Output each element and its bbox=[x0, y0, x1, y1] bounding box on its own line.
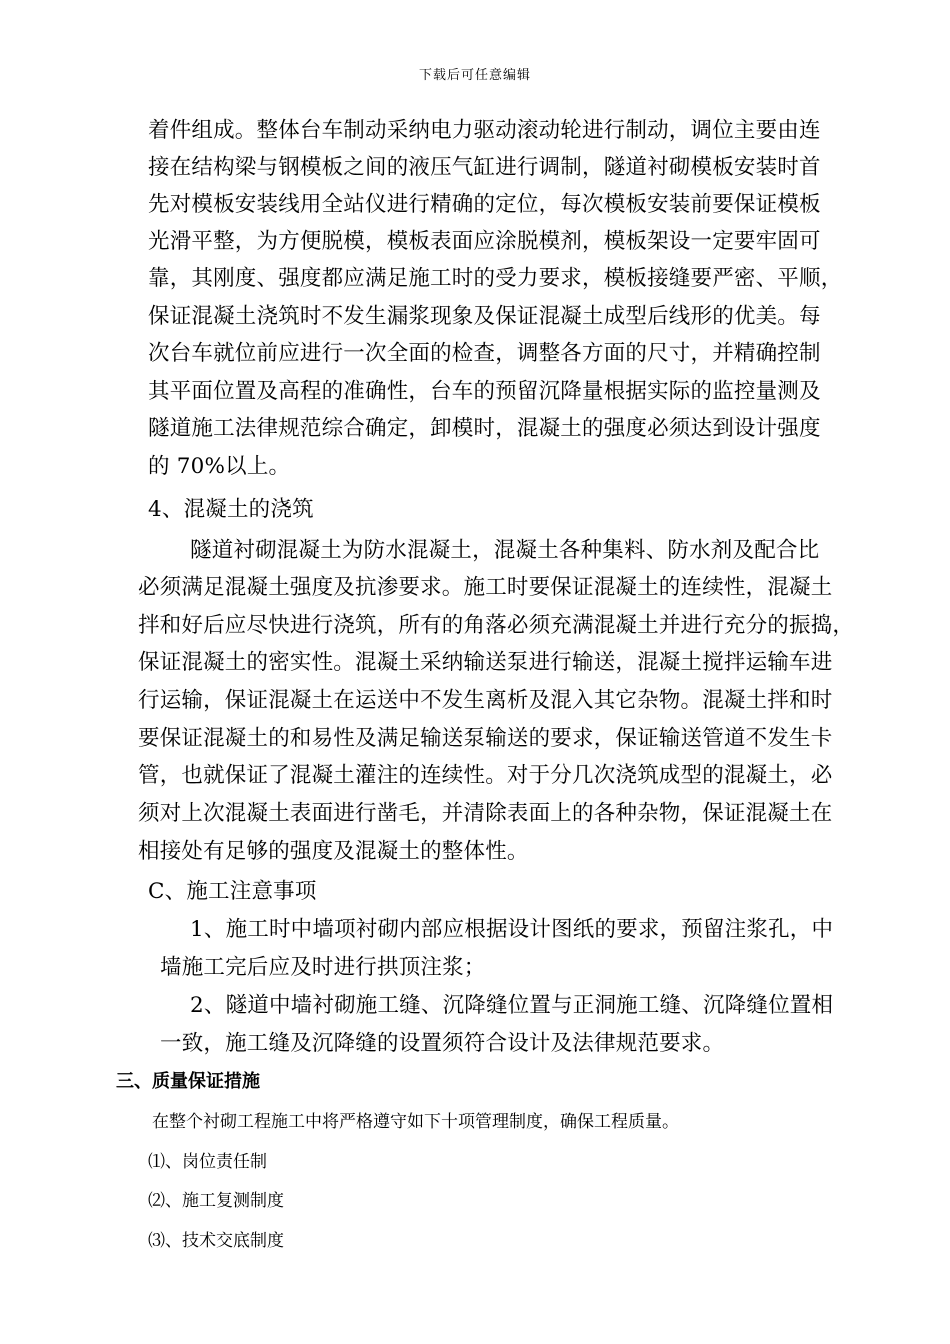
paragraph-line: 1、施工时中墙项衬砌内部应根据设计图纸的要求，预留注浆孔，中 bbox=[190, 917, 834, 942]
paragraph-line: 2、隧道中墙衬砌施工缝、沉降缝位置与正洞施工缝、沉降缝位置相 bbox=[190, 993, 834, 1018]
subsection-heading: C、施工注意事项 bbox=[148, 879, 317, 904]
quality-intro: 在整个衬砌工程施工中将严格遵守如下十项管理制度，确保工程质量。 bbox=[152, 1112, 679, 1132]
paragraph-line: 一致，施工缝及沉降缝的设置须符合设计及法律规范要求。 bbox=[160, 1031, 725, 1056]
paragraph-line: 须对上次混凝土表面进行凿毛，并清除表面上的各种杂物，保证混凝土在 bbox=[138, 801, 833, 826]
paragraph-line: 相接处有足够的强度及混凝土的整体性。 bbox=[138, 839, 529, 864]
paragraph-line: 保证混凝土的密实性。混凝土采纳输送泵进行输送，混凝土搅拌运输车进 bbox=[138, 650, 833, 675]
paragraph-line: 必须满足混凝土强度及抗渗要求。施工时要保证混凝土的连续性，混凝土 bbox=[138, 575, 833, 600]
paragraph-line: 着件组成。整体台车制动采纳电力驱动滚动轮进行制动，调位主要由连 bbox=[148, 118, 821, 143]
list-item: ⑴、岗位责任制 bbox=[148, 1152, 267, 1172]
paragraph-line: 隧道衬砌混凝土为防水混凝土，混凝土各种集料、防水剂及配合比 bbox=[190, 538, 820, 563]
list-item: ⑶、技术交底制度 bbox=[148, 1231, 284, 1251]
paragraph-line: 其平面位置及高程的准确性，台车的预留沉降量根据实际的监控量测及 bbox=[148, 379, 821, 404]
paragraph-line: 要保证混凝土的和易性及满足输送泵输送的要求，保证输送管道不发生卡 bbox=[138, 726, 833, 751]
paragraph-line: 先对模板安装线用全站仪进行精确的定位，每次模板安装前要保证模板 bbox=[148, 192, 821, 217]
paragraph-line: 拌和好后应尽快进行浇筑，所有的角落必须充满混凝土并进行充分的振捣， bbox=[138, 613, 855, 638]
paragraph-line: 墙施工完后应及时进行拱顶注浆； bbox=[160, 955, 486, 980]
paragraph-line: 隧道施工法律规范综合确定，卸模时，混凝土的强度必须达到设计强度 bbox=[148, 416, 821, 441]
subsection-heading: 4、混凝土的浇筑 bbox=[148, 497, 314, 522]
paragraph-line: 光滑平整，为方便脱模，模板表面应涂脱模剂，模板架设一定要牢固可 bbox=[148, 229, 821, 254]
paragraph-line: 靠，其刚度、强度都应满足施工时的受力要求，模板接缝要严密、平顺， bbox=[148, 266, 843, 291]
paragraph-line: 管，也就保证了混凝土灌注的连续性。对于分几次浇筑成型的混凝土，必 bbox=[138, 763, 833, 788]
section-heading: 三、质量保证措施 bbox=[116, 1071, 260, 1092]
paragraph-line: 保证混凝土浇筑时不发生漏浆现象及保证混凝土成型后线形的优美。每 bbox=[148, 304, 821, 329]
paragraph-line: 的 70%以上。 bbox=[148, 454, 291, 479]
page-header: 下载后可任意编辑 bbox=[418, 68, 531, 83]
list-item: ⑵、施工复测制度 bbox=[148, 1191, 284, 1211]
paragraph-line: 行运输，保证混凝土在运送中不发生离析及混入其它杂物。混凝土拌和时 bbox=[138, 688, 833, 713]
paragraph-line: 次台车就位前应进行一次全面的检查，调整各方面的尺寸，并精确控制 bbox=[148, 341, 821, 366]
paragraph-line: 接在结构梁与钢模板之间的液压气缸进行调制，隧道衬砌模板安装时首 bbox=[148, 155, 821, 180]
